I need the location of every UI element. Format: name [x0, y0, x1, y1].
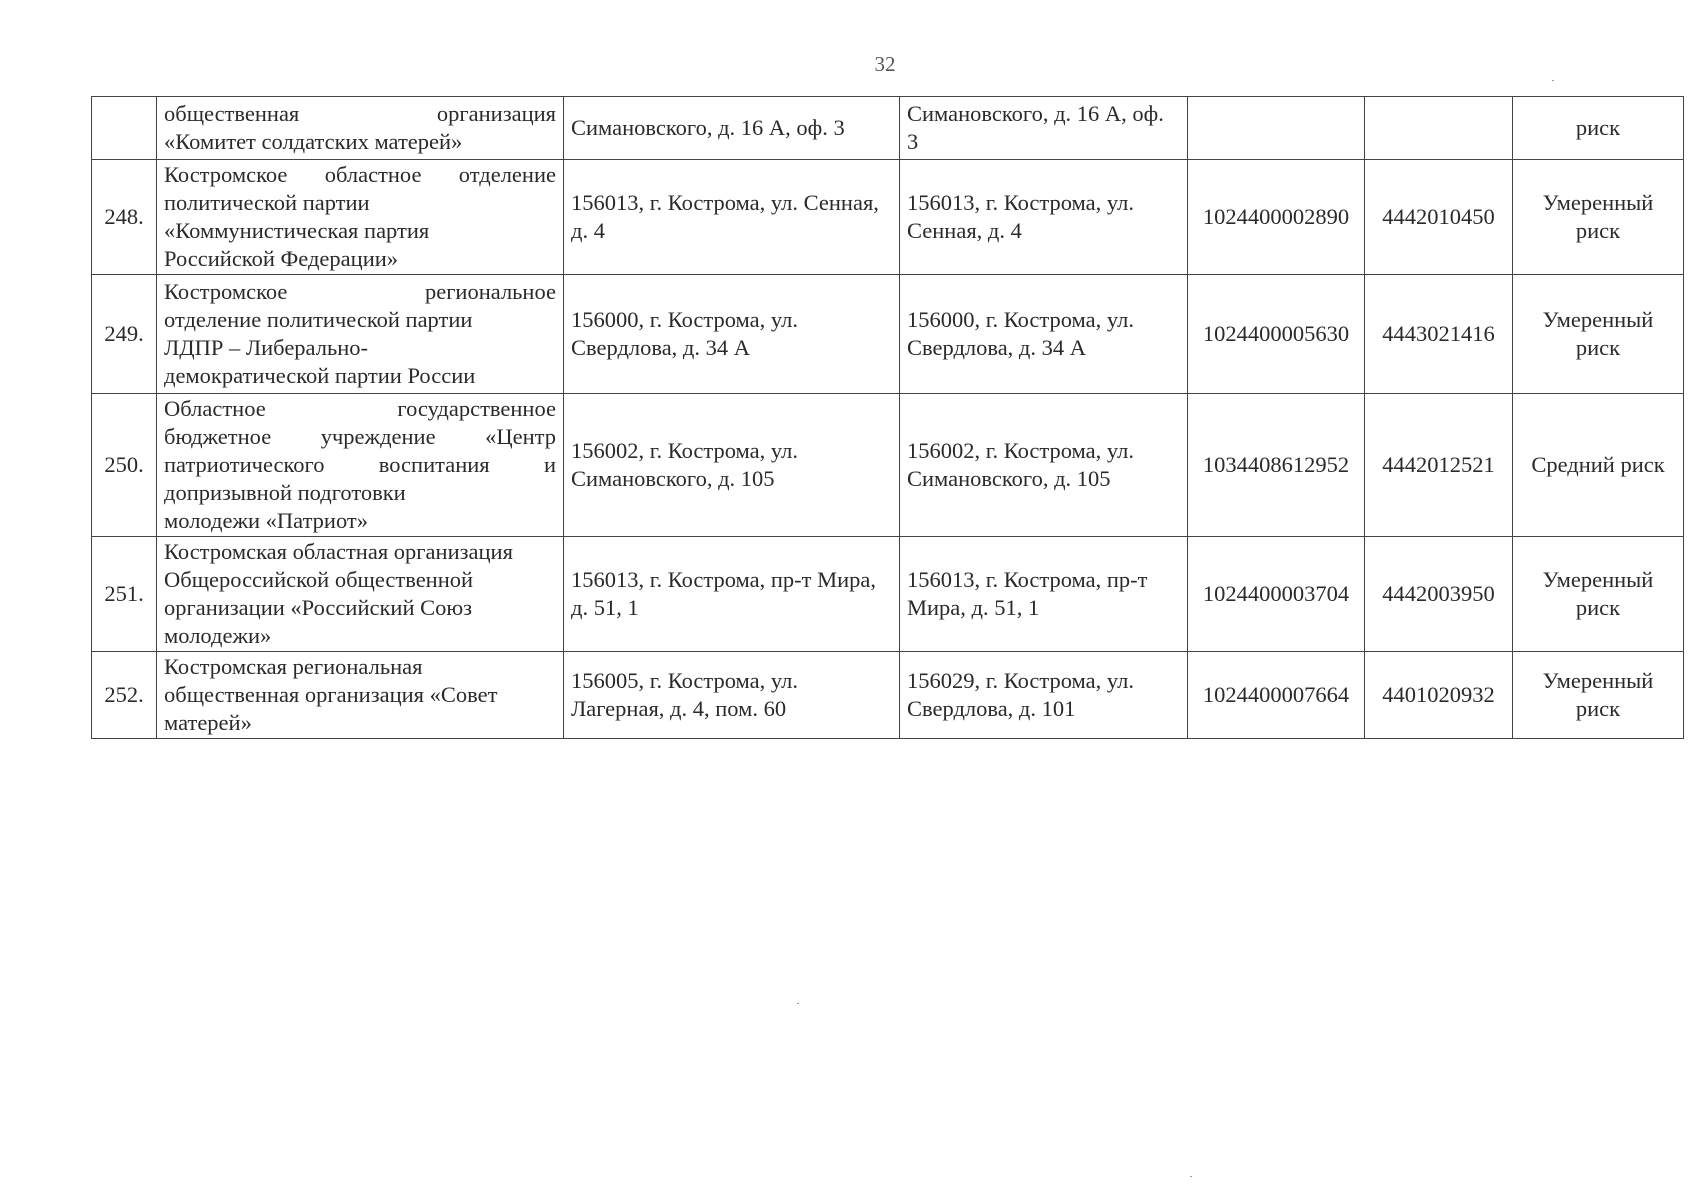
organization-name [157, 275, 564, 394]
legal-address: 156005, г. Кострома, ул. Лагерная, д. 4, пом. 60 [564, 652, 900, 739]
row-number: 252. [92, 652, 157, 739]
table-row [92, 652, 1684, 739]
table-row [92, 160, 1684, 275]
scan-speck [1552, 80, 1554, 81]
row-number [92, 97, 157, 160]
ogrn: 1024400005630 [1188, 275, 1365, 394]
risk-category: Умеренный риск [1513, 537, 1684, 652]
ogrn: 1034408612952 [1188, 394, 1365, 537]
inn: 4442003950 [1365, 537, 1513, 652]
actual-address: 156013, г. Кострома, пр-т Мира, д. 51, 1 [900, 537, 1188, 652]
row-number: 250. [92, 394, 157, 537]
inn [1365, 97, 1513, 160]
organization-name-line: организации «Российский Союз [164, 595, 473, 620]
organization-name-line: Российской Федерации» [164, 246, 399, 271]
risk-category: Средний риск [1513, 394, 1684, 537]
organization-name [157, 97, 564, 160]
organization-name-line: Общероссийской общественной [164, 567, 474, 592]
actual-address: Симановского, д. 16 А, оф. 3 [900, 97, 1188, 160]
organization-name-line: Костромская областная организация [164, 539, 513, 564]
organization-name-line: матерей» [164, 710, 252, 735]
inn: 4443021416 [1365, 275, 1513, 394]
row-number: 248. [92, 160, 157, 275]
actual-address: 156000, г. Кострома, ул. Свердлова, д. 34 А [900, 275, 1188, 394]
organization-name [157, 160, 564, 275]
organization-name-line: отделение политической партии [164, 307, 473, 332]
organization-name-line: Областное государственное [164, 396, 556, 421]
organization-name-line: политической партии [164, 190, 370, 215]
inn: 4442012521 [1365, 394, 1513, 537]
page-number: 32 [874, 52, 896, 76]
organization-name-line: допризывной подготовки [164, 480, 406, 505]
ogrn [1188, 97, 1365, 160]
actual-address: 156013, г. Кострома, ул. Сенная, д. 4 [900, 160, 1188, 275]
table-row [92, 275, 1684, 394]
table-row [92, 537, 1684, 652]
organization-name [157, 537, 564, 652]
risk-category: Умеренный риск [1513, 652, 1684, 739]
risk-category: риск [1513, 97, 1684, 160]
row-number: 251. [92, 537, 157, 652]
organization-name-line: молодежи» [164, 623, 272, 648]
legal-address: 156002, г. Кострома, ул. Симановского, д. 105 [564, 394, 900, 537]
organization-name-line: Костромская региональная [164, 654, 423, 679]
scan-speck [797, 1003, 799, 1004]
organization-name-line: общественная организация [164, 101, 556, 126]
organization-name-line: патриотического воспитания и [164, 452, 556, 477]
actual-address: 156029, г. Кострома, ул. Свердлова, д. 101 [900, 652, 1188, 739]
risk-category: Умеренный риск [1513, 160, 1684, 275]
scan-speck [1190, 1176, 1192, 1177]
organization-name-line: Костромское областное отделение [164, 162, 556, 187]
organization-name-line: общественная организация «Совет [164, 682, 498, 707]
risk-category: Умеренный риск [1513, 275, 1684, 394]
organization-name-line: «Коммунистическая партия [164, 218, 430, 243]
organizations-table [91, 96, 1684, 739]
table-row [92, 97, 1684, 160]
legal-address: Симановского, д. 16 А, оф. 3 [564, 97, 900, 160]
organization-name-line: молодежи «Патриот» [164, 508, 369, 533]
actual-address: 156002, г. Кострома, ул. Симановского, д. 105 [900, 394, 1188, 537]
organization-name [157, 394, 564, 537]
ogrn: 1024400002890 [1188, 160, 1365, 275]
organization-name-line: ЛДПР – Либерально- [164, 335, 369, 360]
organization-name-line: «Комитет солдатских матерей» [164, 129, 463, 154]
legal-address: 156013, г. Кострома, ул. Сенная, д. 4 [564, 160, 900, 275]
inn: 4401020932 [1365, 652, 1513, 739]
row-number: 249. [92, 275, 157, 394]
organization-name [157, 652, 564, 739]
organization-name-line: Костромское региональное [164, 279, 556, 304]
table-row [92, 394, 1684, 537]
ogrn: 1024400003704 [1188, 537, 1365, 652]
legal-address: 156013, г. Кострома, пр-т Мира, д. 51, 1 [564, 537, 900, 652]
legal-address: 156000, г. Кострома, ул. Свердлова, д. 34 А [564, 275, 900, 394]
organization-name-line: демократической партии России [164, 363, 476, 388]
inn: 4442010450 [1365, 160, 1513, 275]
organization-name-line: бюджетное учреждение «Центр [164, 424, 556, 449]
ogrn: 1024400007664 [1188, 652, 1365, 739]
